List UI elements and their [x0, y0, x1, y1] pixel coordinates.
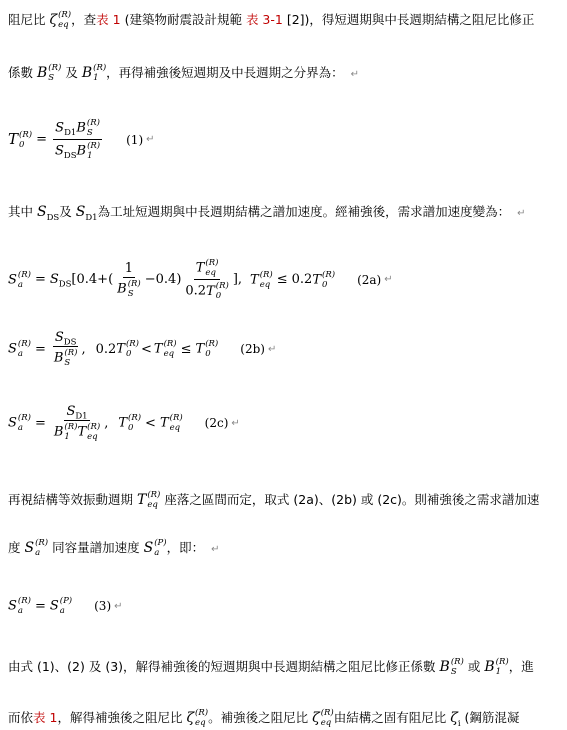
text: 其中	[8, 204, 34, 219]
text: ，即：	[166, 540, 205, 555]
paragraph-mark: ↵	[350, 69, 360, 80]
text-line-5	[8, 538, 219, 559]
text: 或	[467, 659, 481, 674]
zeta-eq-r-symbol: ζ (R) eq	[49, 10, 72, 30]
paragraph-mark: ↵	[146, 134, 155, 145]
table-link[interactable]: 表 1	[96, 12, 121, 27]
bs-r-symbol: B (R) S	[439, 657, 464, 677]
paragraph-mark: ↵	[211, 544, 220, 555]
text: (2a)、(2b) 或 (2c)。則補強後之需求譜加速	[293, 492, 540, 507]
sa-p-symbol: S (P) a	[143, 538, 167, 558]
equation-number: (2b)	[240, 342, 265, 356]
equation-number: (3)	[94, 599, 112, 613]
sds-symbol: $S_{DS}$	[37, 204, 60, 223]
text: (建築物耐震設計規範	[124, 12, 242, 27]
zeta-eq-r-symbol: ζ (R) eq	[186, 708, 209, 728]
text: 座落之區間而定，取式	[164, 492, 290, 507]
text: 及	[59, 204, 72, 219]
text: 係數	[8, 65, 34, 80]
equation-2c: S (R) a = $S_{D1}$ B (R) 1 T (R) eq , T (R) 0 < T (R) eq (2c) ↵	[8, 404, 240, 442]
text: ，再得補強後短週期及中長週期之分界為：	[106, 65, 344, 80]
text: 再視結構等效振動週期	[8, 492, 134, 507]
equation-3: S (R) a = S (P) a (3) ↵	[8, 596, 123, 616]
text: 而依	[8, 710, 34, 725]
citation: [2]	[286, 12, 305, 27]
equation-1: T (R) 0 = $S_{D1}B$ (R) S $S_{DS}B$ (R) 1 (1) ↵	[8, 118, 155, 162]
paragraph-mark: ↵	[114, 600, 123, 612]
b1-r-symbol: B (R) 1	[81, 63, 107, 83]
text: (鋼筋混凝	[464, 710, 520, 725]
text: ，查	[71, 12, 97, 27]
equation-number: (2a)	[357, 272, 382, 287]
text-line-7	[8, 708, 519, 728]
text-line-6	[8, 657, 534, 677]
text: 。補強後之阻尼比	[208, 710, 309, 725]
zeta-eq-r-symbol: ζ (R) eq	[312, 708, 334, 728]
sd1-symbol: $S_{D1}$	[75, 204, 98, 223]
table-link[interactable]: 表 3-1	[245, 12, 283, 27]
text: 由結構之固有阻尼比	[333, 710, 447, 725]
bs-r-symbol: B (R) S	[37, 63, 62, 83]
paragraph-mark: ↵	[231, 417, 240, 429]
text: ，解得補強後之阻尼比	[57, 710, 183, 725]
text-line-2	[8, 63, 359, 84]
text: 度	[8, 540, 21, 555]
text-line-1	[8, 10, 534, 30]
t-eq-r-symbol: T (R) eq	[137, 490, 161, 510]
text-line-4	[8, 490, 539, 510]
equation-2a: S (R) a = $S_{DS}$ [ 0.4 +( 1 B (R) S − 0.4) T (R) eq 0.2T (R) 0 ], T (R) eq ≤ 0.2 T (R) 0 (2a) ↵	[8, 258, 393, 301]
text: ，進	[508, 659, 534, 674]
equation-number: (2c)	[204, 416, 229, 430]
equation-number: (1)	[126, 132, 144, 147]
text: 及	[65, 65, 78, 80]
b1-r-symbol: B (R) 1	[484, 657, 509, 677]
text-line-3	[8, 203, 525, 223]
text: 由式 (1)、(2) 及 (3)，解得補強後的短週期與中長週期結構之阻尼比修正係數	[8, 659, 436, 674]
paragraph-mark: ↵	[267, 343, 277, 355]
zeta-i-symbol: $\zeta_i$	[450, 710, 461, 729]
paragraph-mark: ↵	[517, 208, 526, 219]
text: )，得短週期與中長週期結構之阻尼比修正	[304, 12, 535, 27]
equation-2b: S (R) a = $S_{DS}$ B (R) S , 0.2 T (R) 0 < T (R) eq ≤ T (R) 0 (2b) ↵	[8, 330, 277, 368]
table-link[interactable]: 表 1	[33, 710, 58, 725]
sa-r-symbol: S (R) a	[24, 538, 49, 558]
text: 阻尼比	[8, 12, 46, 27]
paragraph-mark: ↵	[384, 274, 393, 285]
text: 同容量譜加速度	[52, 540, 140, 555]
text: 為工址短週期與中長週期結構之譜加速度。經補強後，需求譜加速度變為：	[97, 204, 511, 219]
